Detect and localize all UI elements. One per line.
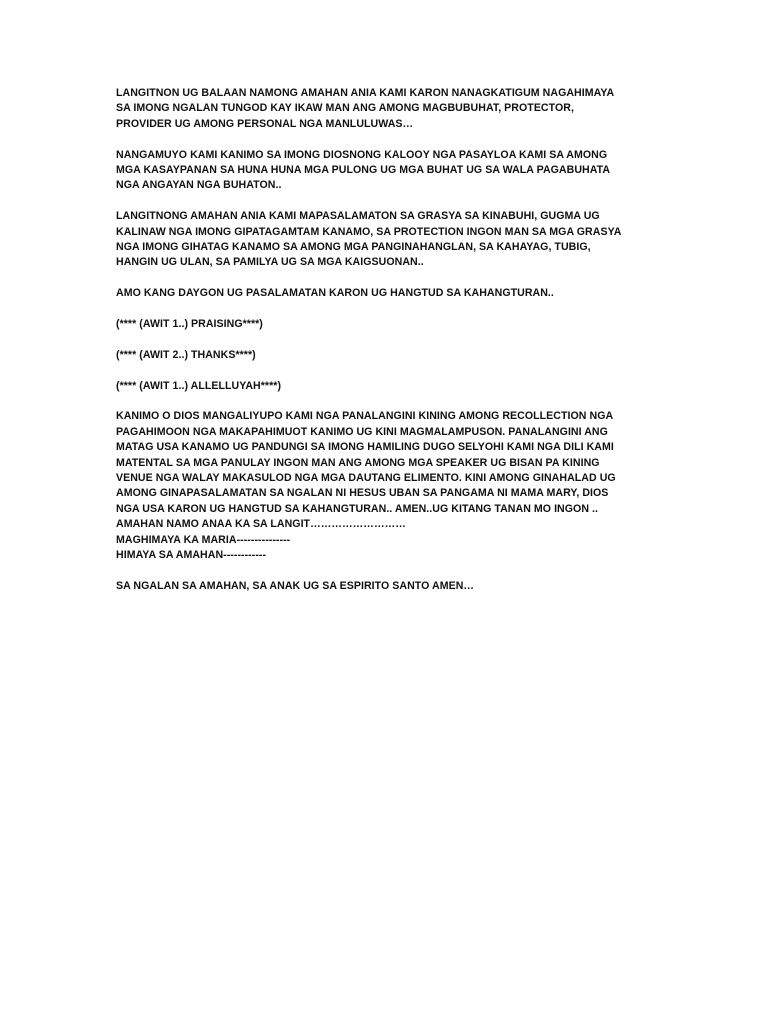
text-line: LANGITNONG AMAHAN ANIA KAMI MAPASALAMATON SA GRASYA SA KINABUHI, GUGMA UG: [116, 210, 600, 223]
paragraph-sign-of-cross: [116, 579, 661, 594]
text-line: HIMAYA SA AMAHAN------------: [116, 549, 267, 562]
text-line: PAGAHIMOON NGA MAKAPAHIMUOT KANIMO UG KINI MAGMALAMPUSON. PANALANGINI ANG: [116, 425, 608, 438]
text-line: HANGIN UG ULAN, SA PAMILYA UG SA MGA KAIGSUONAN..: [116, 256, 424, 269]
song-cue-thanks: [116, 348, 661, 363]
text-line: VENUE NGA WALAY MAKASULOD NGA MGA DAUTANG ELIMENTO. KINI AMONG GINAHALAD UG: [116, 472, 616, 485]
text-line: NGA ANGAYAN NGA BUHATON..: [116, 179, 282, 192]
text-line: SA IMONG NGALAN TUNGOD KAY IKAW MAN ANG AMONG MAGBUBUHAT, PROTECTOR,: [116, 102, 574, 115]
text-line: NGA USA KARON UG HANGTUD SA KAHANGTURAN.. AMEN..UG KITANG TANAN MO INGON ..: [116, 502, 599, 515]
text-line: AMONG GINAPASALAMATAN SA NGALAN NI HESUS UBAN SA PANGAMA NI MAMA MARY, DIOS: [116, 487, 609, 500]
text-line: NANGAMUYO KAMI KANIMO SA IMONG DIOSNONG KALOOY NGA PASAYLOA KAMI SA AMONG: [116, 148, 608, 161]
paragraph-invocation: [116, 86, 661, 132]
text-line: (**** (AWIT 2..) THANKS****): [116, 348, 256, 361]
text-line: AMAHAN NAMO ANAA KA SA LANGIT………………………: [116, 518, 406, 531]
song-cue-alleluia: [116, 379, 661, 394]
text-line: MAGHIMAYA KA MARIA---------------: [116, 533, 291, 546]
text-line: PROVIDER UG AMONG PERSONAL NGA MANLULUWAS…: [116, 117, 414, 130]
song-cue-praising: [116, 317, 661, 332]
document-body: [116, 86, 661, 610]
text-line: KALINAW NGA IMONG GIPATAGAMTAM KANAMO, SA PROTECTION INGON MAN SA MGA GRASYA: [116, 225, 622, 238]
text-line: AMO KANG DAYGON UG PASALAMATAN KARON UG HANGTUD SA KAHANGTURAN..: [116, 287, 554, 300]
text-line: SA NGALAN SA AMAHAN, SA ANAK UG SA ESPIRITO SANTO AMEN…: [116, 579, 475, 592]
text-line: NGA IMONG GIHATAG KANAMO SA AMONG MGA PANGINAHANGLAN, SA KAHAYAG, TUBIG,: [116, 241, 591, 254]
text-line: LANGITNON UG BALAAN NAMONG AMAHAN ANIA KAMI KARON NANAGKATIGUM NAGAHIMAYA: [116, 87, 615, 99]
paragraph-praise: [116, 286, 661, 301]
text-line: (**** (AWIT 1..) PRAISING****): [116, 318, 263, 331]
paragraph-thanksgiving: [116, 209, 661, 271]
text-line: MATAG USA KANAMO UG PANDUNGI SA IMONG HAMILING DUGO SELYOHI KAMI NGA DILI KAMI: [116, 441, 614, 454]
text-line: MATENTAL SA MGA PANULAY INGON MAN ANG AMONG MGA SPEAKER UG BISAN PA KINING: [116, 456, 600, 469]
text-line: (**** (AWIT 1..) ALLELLUYAH****): [116, 379, 282, 392]
paragraph-forgiveness: [116, 148, 661, 194]
text-line: MGA KASAYPANAN SA HUNA HUNA MGA PULONG UG MGA BUHAT UG SA WALA PAGABUHATA: [116, 164, 611, 177]
paragraph-recollection-blessing: [116, 409, 661, 563]
text-line: KANIMO O DIOS MANGALIYUPO KAMI NGA PANALANGINI KINING AMONG RECOLLECTION NGA: [116, 410, 614, 423]
